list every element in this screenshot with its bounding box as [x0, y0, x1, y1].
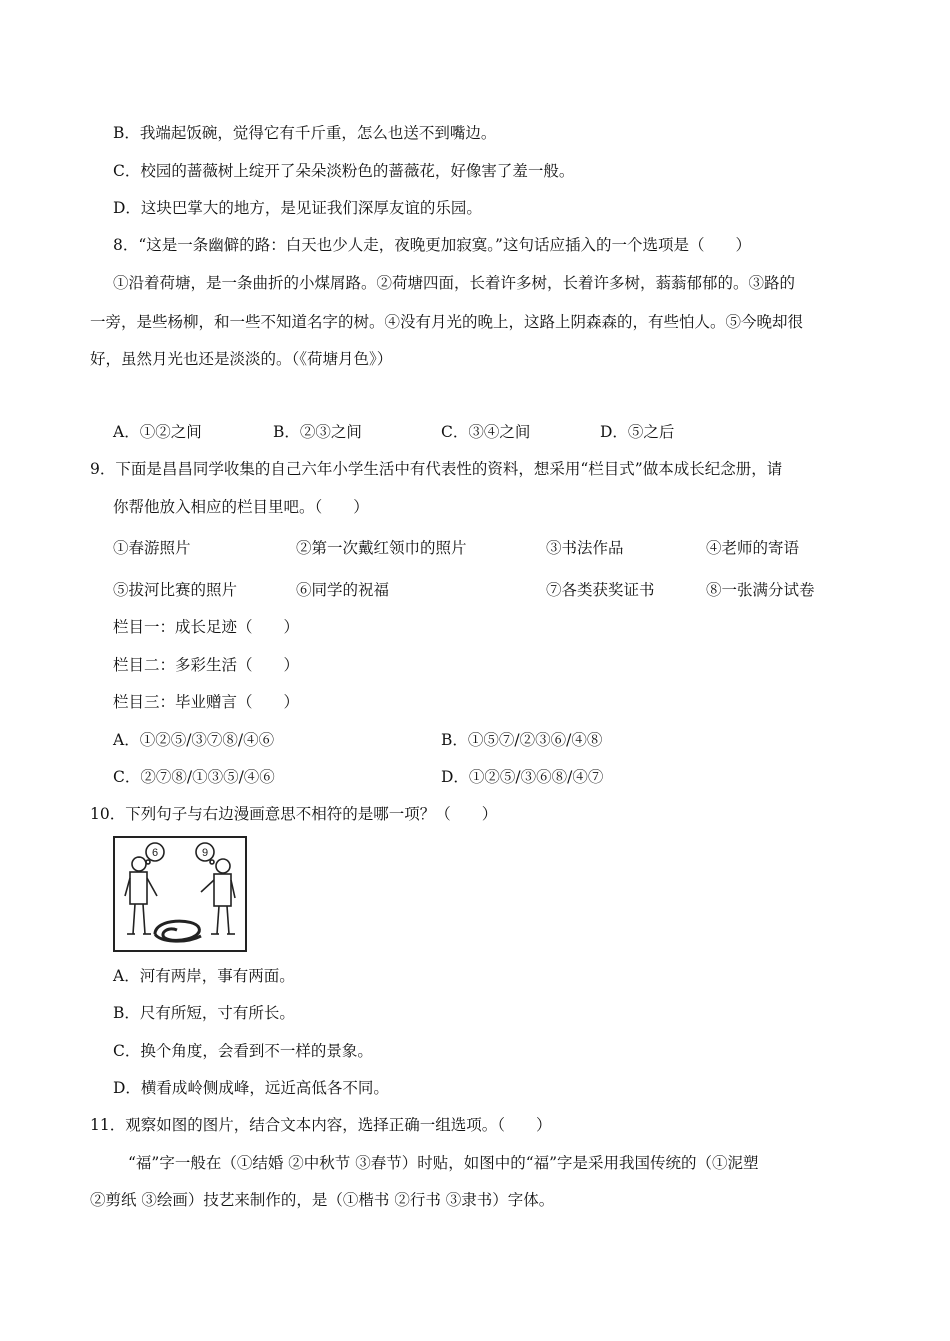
q11-text-line-2: ②剪纸 ③绘画）技艺来制作的，是（①楷书 ②行书 ③隶书）字体。	[90, 1191, 555, 1209]
bubble-right-text: 9	[201, 847, 209, 859]
q7-option-b: B．我端起饭碗，觉得它有千斤重，怎么也送不到嘴边。	[113, 124, 497, 142]
q9-option-b: B．①⑤⑦/②③⑥/④⑧	[441, 731, 603, 749]
q8-option-d: D．⑤之后	[600, 423, 675, 441]
q10-stem: 10．下列句子与右边漫画意思不相符的是哪一项？（ ）	[90, 805, 498, 823]
q8-stem: 8．“这是一条幽僻的路：白天也少人走，夜晚更加寂寞。”这句话应插入的一个选项是（ ）	[113, 236, 751, 254]
q8-passage-line-2: 一旁，是些杨柳，和一些不知道名字的树。④没有月光的晚上，这路上阴森森的，有些怕人。⑤今晚却很	[90, 313, 804, 331]
q10-option-d: D．横看成岭侧成峰，远近高低各不同。	[113, 1079, 389, 1097]
q7-option-d: D．这块巴掌大的地方，是见证我们深厚友谊的乐园。	[113, 199, 482, 217]
q9-item: ⑦各类获奖证书	[546, 581, 655, 599]
q9-option-a: A．①②⑤/③⑦⑧/④⑥	[113, 731, 275, 749]
q9-option-d: D．①②⑤/③⑥⑧/④⑦	[441, 768, 604, 786]
q9-column-2: 栏目二：多彩生活（ ）	[113, 656, 300, 674]
q8-option-b: B．②③之间	[273, 423, 362, 441]
q10-option-a: A．河有两岸，事有两面。	[113, 967, 295, 985]
q11-text-line-1: “福”字一般在（①结婚 ②中秋节 ③春节）时贴，如图中的“福”字是采用我国传统的（①泥塑	[128, 1154, 759, 1172]
cartoon-drawing	[115, 838, 245, 950]
q8-passage-line-3: 好，虽然月光也还是淡淡的。（《荷塘月色》）	[90, 350, 393, 368]
q9-item: ③书法作品	[546, 539, 624, 557]
q9-item: ⑥同学的祝福	[296, 581, 390, 599]
q10-option-b: B．尺有所短，寸有所长。	[113, 1004, 295, 1022]
q8-option-c: C．③④之间	[441, 423, 531, 441]
bubble-left-text: 6	[151, 847, 159, 859]
q9-item: ⑤拔河比赛的照片	[113, 581, 238, 599]
q9-item: ④老师的寄语	[706, 539, 800, 557]
q9-stem-line-2: 你帮他放入相应的栏目里吧。（ ）	[113, 498, 369, 516]
q8-passage-line-1: ①沿着荷塘，是一条曲折的小煤屑路。②荷塘四面，长着许多树，长着许多树，蓊蓊郁郁的。③路的	[113, 274, 796, 292]
q9-item: ①春游照片	[113, 539, 191, 557]
q10-option-c: C．换个角度，会看到不一样的景象。	[113, 1042, 373, 1060]
q8-option-a: A．①②之间	[113, 423, 202, 441]
q9-item: ⑧一张满分试卷	[706, 581, 815, 599]
q11-stem: 11．观察如图的图片，结合文本内容，选择正确一组选项。（ ）	[90, 1116, 552, 1134]
q9-item: ②第一次戴红领巾的照片	[296, 539, 467, 557]
q9-column-3: 栏目三：毕业赠言（ ）	[113, 693, 300, 711]
q7-option-c: C．校园的蔷薇树上绽开了朵朵淡粉色的蔷薇花，好像害了羞一般。	[113, 162, 575, 180]
q9-stem-line-1: 9．下面是昌昌同学收集的自己六年小学生活中有代表性的资料，想采用“栏目式”做本成长纪念册，请	[90, 460, 783, 478]
q10-cartoon	[113, 836, 247, 952]
q9-option-c: C．②⑦⑧/①③⑤/④⑥	[113, 768, 275, 786]
q9-column-1: 栏目一：成长足迹（ ）	[113, 618, 300, 636]
